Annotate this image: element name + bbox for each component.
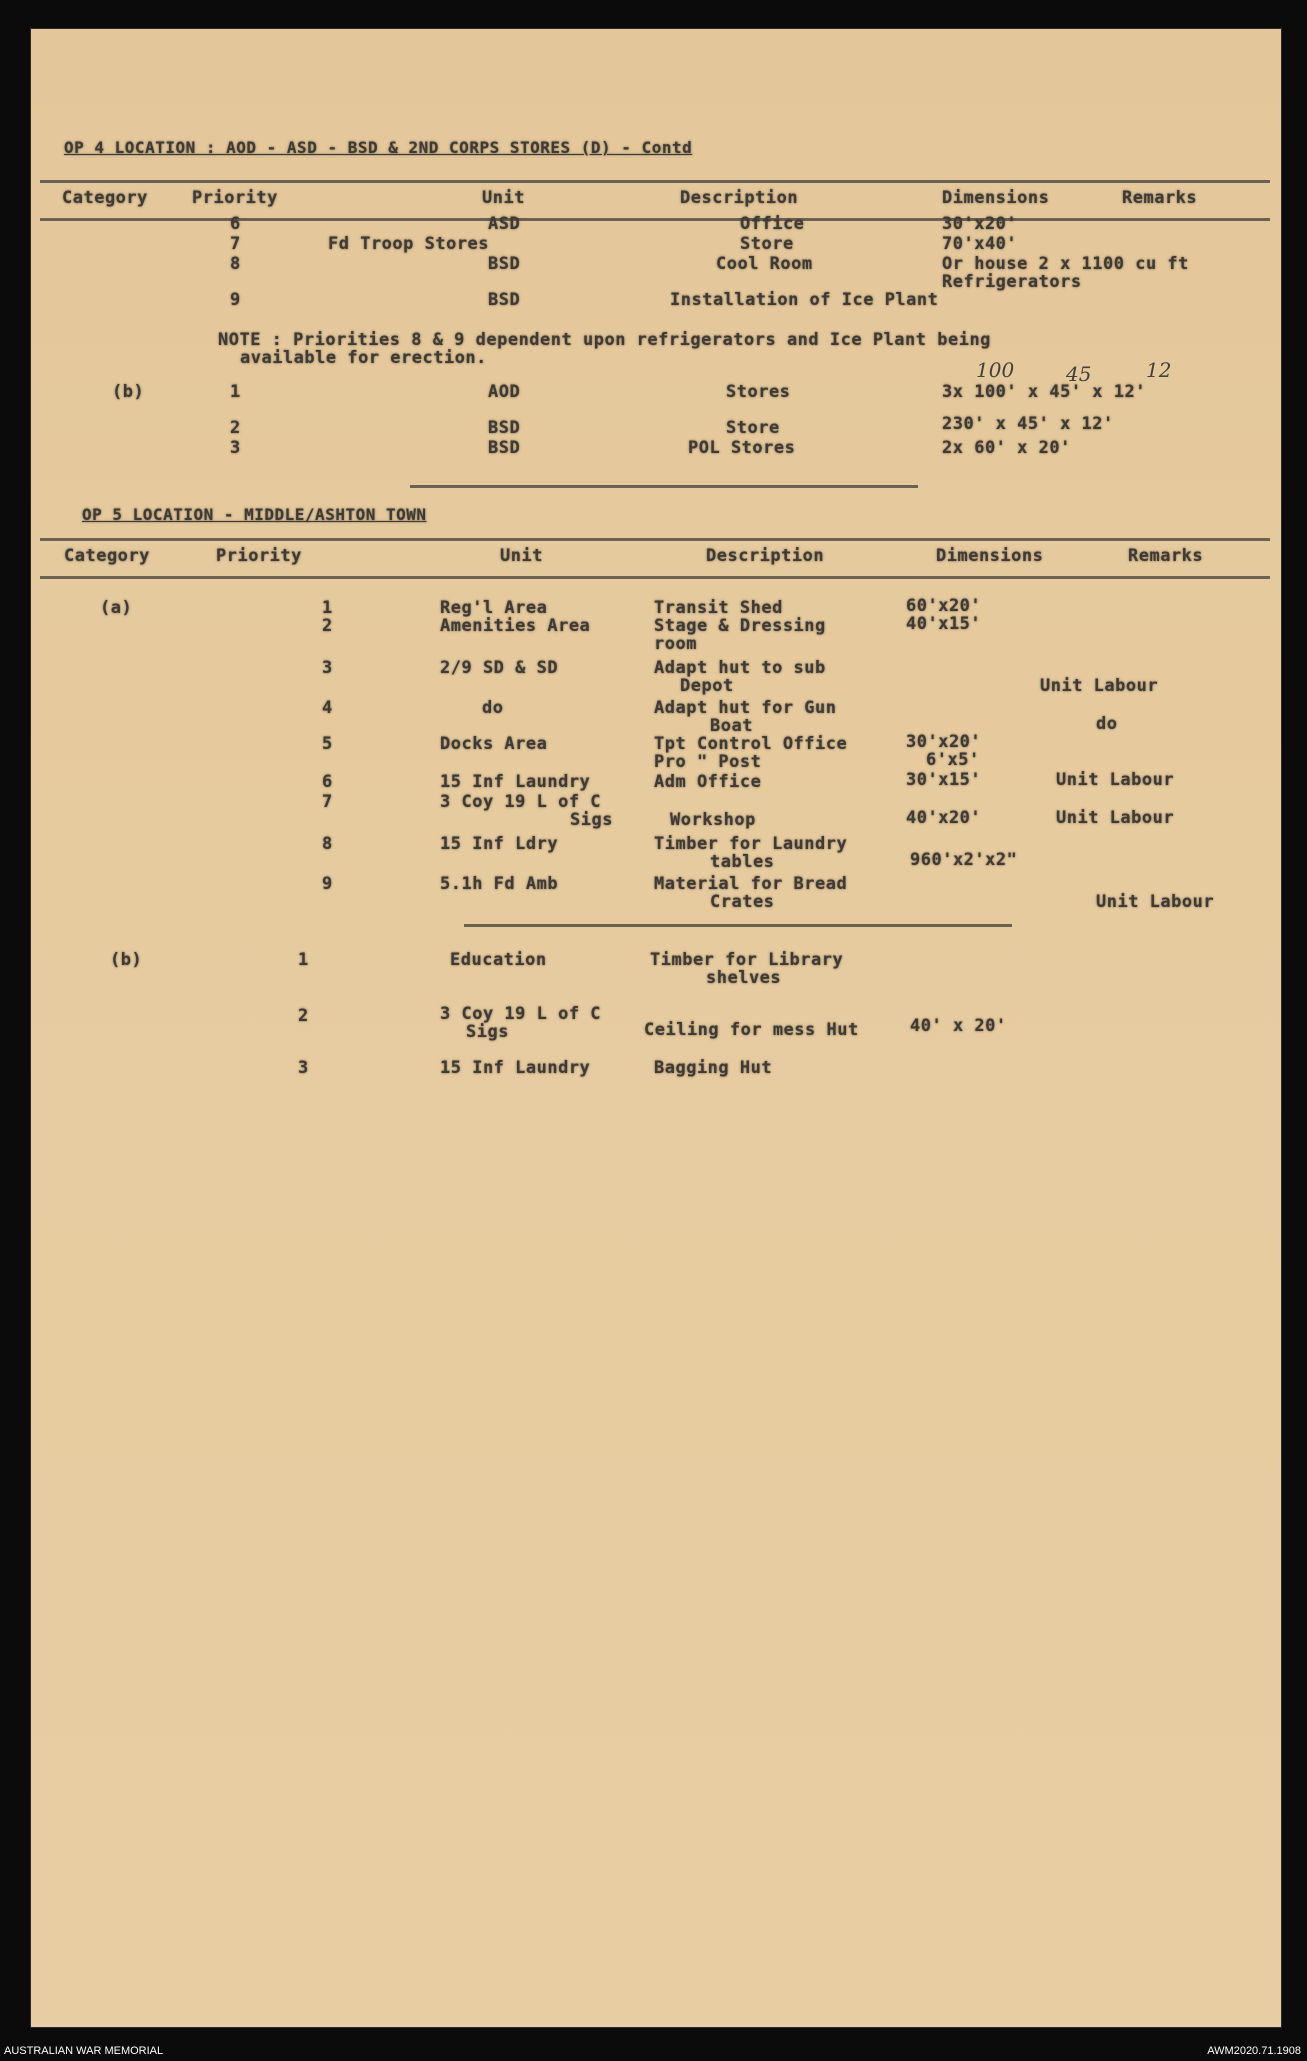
s2a-row12-description: Workshop [670, 810, 756, 830]
s1-row2-priority: 7 [230, 234, 241, 254]
s2b-row4-dimensions: 40' x 20' [910, 1016, 1007, 1036]
s1b-row1-unit: AOD [488, 382, 521, 402]
section1-header-unit: Unit [482, 188, 525, 208]
s2a-row9-description: Pro " Post [654, 752, 762, 772]
s1-row2-dimensions: 70'x40' [942, 234, 1018, 254]
s2a-row1-dimensions: 60'x20' [906, 596, 982, 616]
s1b-row3-unit: BSD [488, 438, 521, 458]
s2a-row4-priority: 3 [322, 658, 333, 678]
section2-header-dimensions: Dimensions [936, 546, 1044, 566]
s1-row3-description: Cool Room [716, 254, 813, 274]
s2a-row10-remarks: Unit Labour [1056, 770, 1175, 790]
s2a-row15-description: Material for Bread [654, 874, 848, 894]
s1b-row3-priority: 3 [230, 438, 241, 458]
section1-header-category: Category [62, 188, 148, 208]
s1-row3-priority: 8 [230, 254, 241, 274]
s2a-row1-priority: 1 [322, 598, 333, 618]
handwritten-12: 12 [1146, 358, 1172, 382]
section1-header-description: Description [680, 188, 799, 208]
section2-title: OP 5 LOCATION - MIDDLE/ASHTON TOWN [82, 505, 427, 524]
s1-row5-unit: BSD [488, 290, 521, 310]
section1-header-rule-bottom [40, 218, 1270, 221]
s2b-row4-unit: Sigs [466, 1022, 509, 1042]
s2a-row2-description: Stage & Dressing [654, 616, 826, 636]
section1-title: OP 4 LOCATION : AOD - ASD - BSD & 2ND CORPS STORES (D) - Contd [64, 138, 693, 157]
handwritten-45: 45 [1066, 362, 1092, 386]
s2b-row1-unit: Education [450, 950, 547, 970]
s2a-row14-description: tables [710, 852, 775, 872]
s2b-row4-description: Ceiling for mess Hut [644, 1020, 859, 1040]
s1-row1-description: Office [740, 214, 805, 234]
s1-row1-dimensions: 30'x20' [942, 214, 1018, 234]
s2a-row2-unit: Amenities Area [440, 616, 591, 636]
s1b-row1-description: Stores [726, 382, 791, 402]
s2a-row13-description: Timber for Laundry [654, 834, 848, 854]
s2a-row5-remarks: Unit Labour [1040, 676, 1159, 696]
s1-note-line2: available for erection. [240, 348, 487, 368]
section2-header-rule-top [40, 538, 1270, 541]
s2a-row11-unit: 3 Coy 19 L of C [440, 792, 602, 812]
section2-header-remarks: Remarks [1128, 546, 1204, 566]
s2b-row1-description: Timber for Library [650, 950, 844, 970]
s2b-row2-description: shelves [706, 968, 782, 988]
s1-row1-priority: 6 [230, 214, 241, 234]
s2a-row13-priority: 8 [322, 834, 333, 854]
s2a-row10-unit: 15 Inf Laundry [440, 772, 591, 792]
s2a-row10-description: Adm Office [654, 772, 762, 792]
s2a-row1-description: Transit Shed [654, 598, 783, 618]
s1b-row3-dimensions: 2x 60' x 20' [942, 438, 1071, 458]
s2b-row1-category: (b) [110, 950, 143, 970]
s2a-row9-dimensions: 6'x5' [926, 750, 980, 770]
s1b-row3-description: POL Stores [688, 438, 796, 458]
s2a-row16-remarks: Unit Labour [1096, 892, 1215, 912]
s2a-row4-unit: 2/9 SD & SD [440, 658, 559, 678]
s1b-row1-dimensions: 3x 100' x 45' x 12' [942, 382, 1146, 402]
s2a-row7-description: Boat [710, 716, 753, 736]
s2a-row15-unit: 5.1h Fd Amb [440, 874, 559, 894]
s2a-row8-dimensions: 30'x20' [906, 732, 982, 752]
s2a-row1-category: (a) [100, 598, 133, 618]
s2a-row7-remarks: do [1096, 714, 1118, 734]
s1-row1-unit: ASD [488, 214, 521, 234]
section-divider-1 [410, 485, 918, 488]
section1-header-remarks: Remarks [1122, 188, 1198, 208]
s2b-row5-unit: 15 Inf Laundry [440, 1058, 591, 1078]
s1-note-line1: NOTE : Priorities 8 & 9 dependent upon refrigerators and Ice Plant being [218, 330, 991, 350]
s2a-row13-unit: 15 Inf Ldry [440, 834, 559, 854]
s2a-row1-unit: Reg'l Area [440, 598, 548, 618]
s2a-row14-dimensions: 960'x2'x2" [910, 850, 1018, 870]
s2a-row12-unit: Sigs [570, 810, 613, 830]
s1b-row2-unit: BSD [488, 418, 521, 438]
s1-row2-description: Store [740, 234, 794, 254]
section-divider-2 [464, 924, 1012, 927]
s2a-row8-description: Tpt Control Office [654, 734, 848, 754]
section1-header-rule-top [40, 180, 1270, 183]
section1-header-priority: Priority [192, 188, 278, 208]
s2b-row5-priority: 3 [298, 1058, 309, 1078]
section2-header-description: Description [706, 546, 825, 566]
footer-collection-name: AUSTRALIAN WAR MEMORIAL [4, 2045, 164, 2057]
s2b-row1-priority: 1 [298, 950, 309, 970]
s1-row3-dimensions: Or house 2 x 1100 cu ft [942, 254, 1189, 274]
section2-header-rule-bottom [40, 576, 1270, 579]
s2a-row5-description: Depot [680, 676, 734, 696]
section2-header-unit: Unit [500, 546, 543, 566]
s1b-row1-category: (b) [112, 382, 145, 402]
s2a-row6-description: Adapt hut for Gun [654, 698, 837, 718]
s2b-row3-priority: 2 [298, 1006, 309, 1026]
s1-row5-description: Installation of Ice Plant [670, 290, 939, 310]
s1-row2-unit: Fd Troop Stores [328, 234, 490, 254]
s2a-row2-dimensions: 40'x15' [906, 614, 982, 634]
s2a-row3-description: room [654, 634, 697, 654]
s1b-row1-priority: 1 [230, 382, 241, 402]
section1-header-dimensions: Dimensions [942, 188, 1050, 208]
s1b-row2-priority: 2 [230, 418, 241, 438]
s1-row3-unit: BSD [488, 254, 521, 274]
s2a-row8-unit: Docks Area [440, 734, 548, 754]
section2-header-priority: Priority [216, 546, 302, 566]
section2-header-category: Category [64, 546, 150, 566]
s1-row5-priority: 9 [230, 290, 241, 310]
s2a-row11-priority: 7 [322, 792, 333, 812]
s2a-row2-priority: 2 [322, 616, 333, 636]
s2b-row5-description: Bagging Hut [654, 1058, 773, 1078]
s2a-row10-priority: 6 [322, 772, 333, 792]
s2a-row12-remarks: Unit Labour [1056, 808, 1175, 828]
s2a-row6-priority: 4 [322, 698, 333, 718]
s2a-row4-description: Adapt hut to sub [654, 658, 826, 678]
s2b-row3-unit: 3 Coy 19 L of C [440, 1004, 602, 1024]
s1b-row2-description: Store [726, 418, 780, 438]
s1b-row2-dimensions: 230' x 45' x 12' [942, 414, 1114, 434]
s2a-row15-priority: 9 [322, 874, 333, 894]
s2a-row12-dimensions: 40'x20' [906, 808, 982, 828]
s1-row4-dimensions: Refrigerators [942, 272, 1082, 292]
document-page [30, 28, 1282, 2028]
s2a-row16-description: Crates [710, 892, 775, 912]
s2a-row10-dimensions: 30'x15' [906, 770, 982, 790]
s2a-row8-priority: 5 [322, 734, 333, 754]
handwritten-100: 100 [976, 358, 1015, 382]
footer-accession-id: AWM2020.71.1908 [1207, 2045, 1301, 2057]
s2a-row6-unit: do [482, 698, 504, 718]
